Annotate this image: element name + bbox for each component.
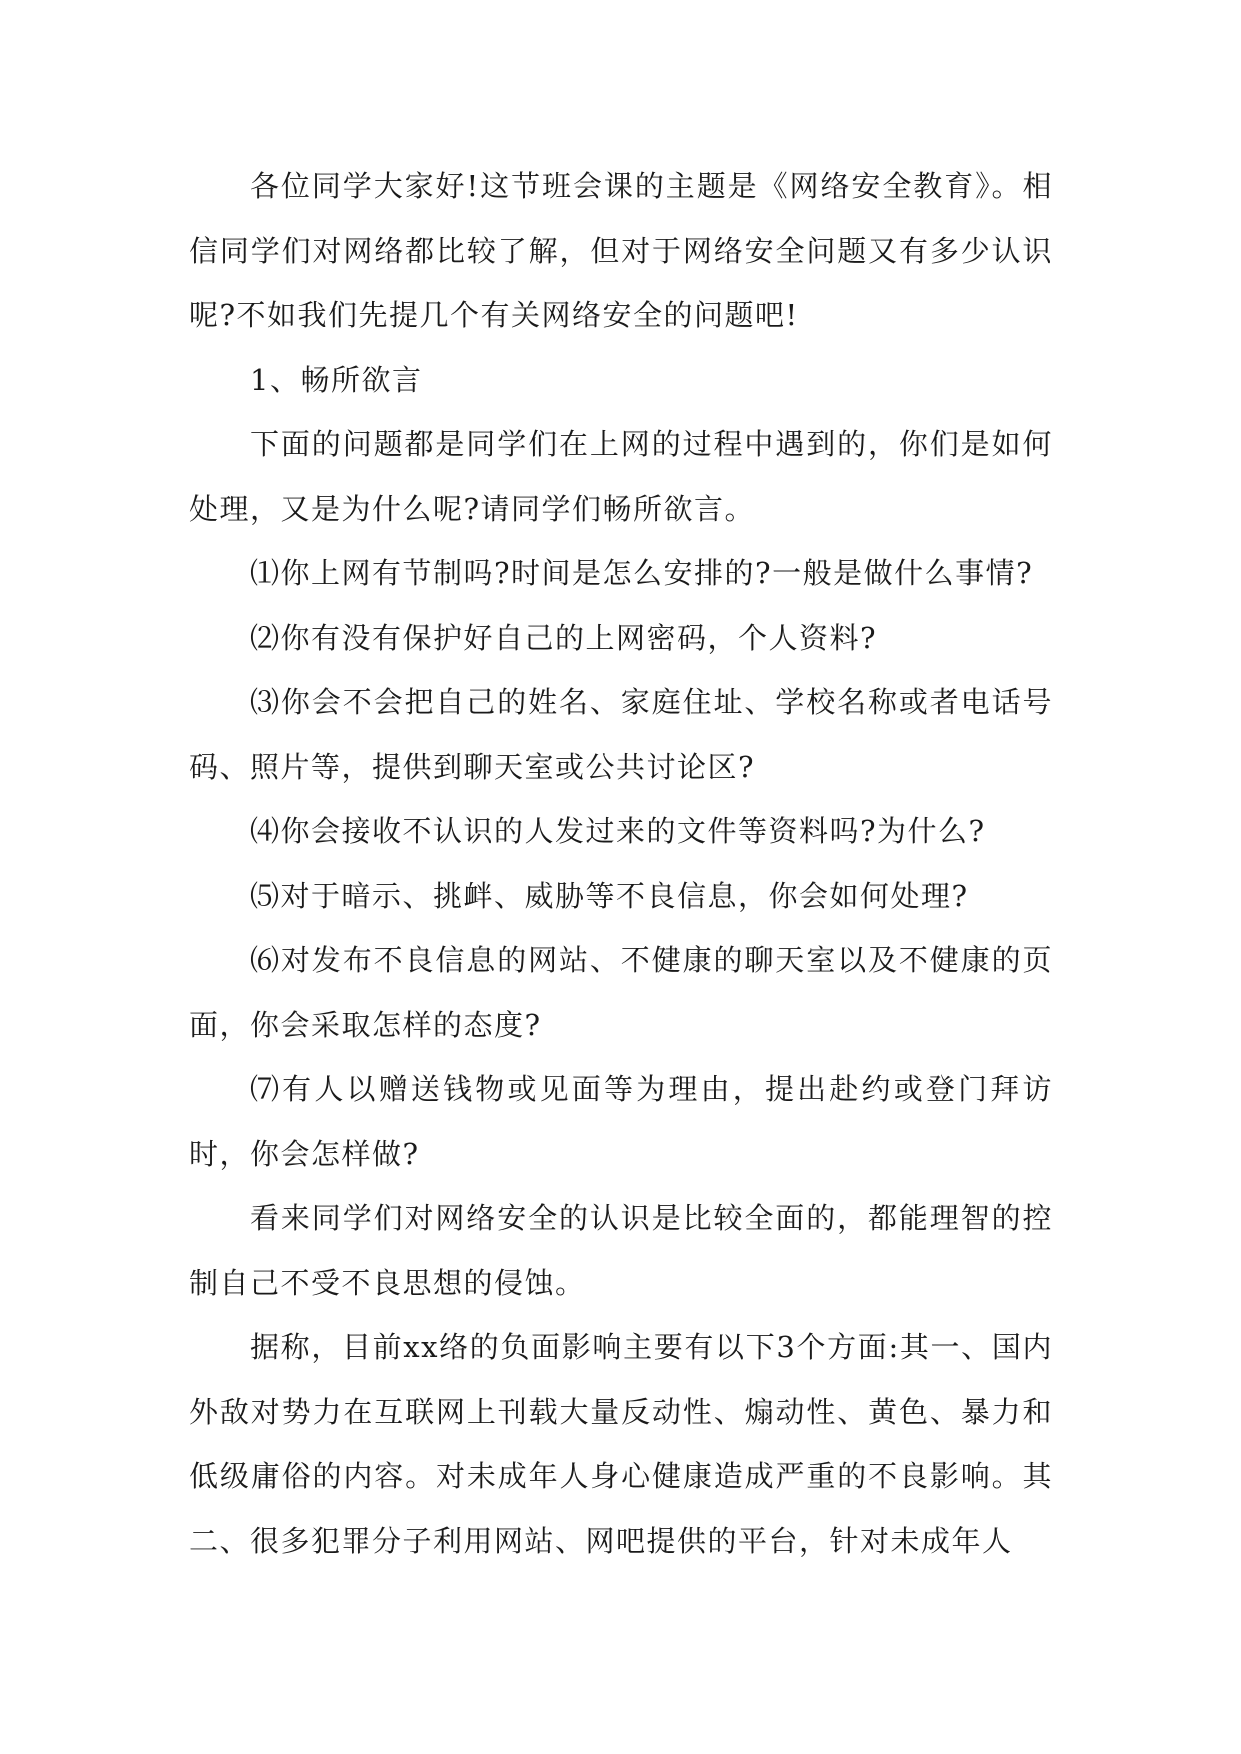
paragraph-summary: 看来同学们对网络安全的认识是比较全面的，都能理智的控制自己不受不良思想的侵蚀。 <box>189 1201 1053 1300</box>
question-3: ⑶你会不会把自己的姓名、家庭住址、学校名称或者电话号码、照片等，提供到聊天室或公共讨论区? <box>189 685 1053 784</box>
question-5: ⑸对于暗示、挑衅、威胁等不良信息，你会如何处理? <box>250 878 969 913</box>
question-6: ⑹对发布不良信息的网站、不健康的聊天室以及不健康的页面，你会采取怎样的态度? <box>189 943 1053 1042</box>
question-4: ⑷你会接收不认识的人发过来的文件等资料吗?为什么? <box>250 814 986 848</box>
question-7: ⑺有人以赠送钱物或见面等为理由，提出赴约或登门拜访时，你会怎样做? <box>189 1072 1053 1171</box>
paragraph-intro: 各位同学大家好!这节班会课的主题是《网络安全教育》。相信同学们对网络都比较了解，但对于网络安全问题又有多少认识呢?不如我们先提几个有关网络安全的问题吧! <box>189 169 1053 332</box>
paragraph-impact: 据称，目前xx络的负面影响主要有以下3个方面:其一、国内外敌对势力在互联网上刊载大量反动性、煽动性、黄色、暴力和低级庸俗的内容。对未成年人身心健康造成严重的不良影响。其二、很多犯罪分子利用网站、网吧提供的平台，针对未成年人 <box>189 1330 1053 1558</box>
question-2: ⑵你有没有保护好自己的上网密码，个人资料? <box>250 620 878 655</box>
section-heading: 1、畅所欲言 <box>250 362 423 397</box>
document-body <box>189 154 1053 1573</box>
paragraph-prompt: 下面的问题都是同学们在上网的过程中遇到的，你们是如何处理，又是为什么呢?请同学们畅所欲言。 <box>189 427 1053 526</box>
question-1: ⑴你上网有节制吗?时间是怎么安排的?一般是做什么事情? <box>250 556 1034 590</box>
